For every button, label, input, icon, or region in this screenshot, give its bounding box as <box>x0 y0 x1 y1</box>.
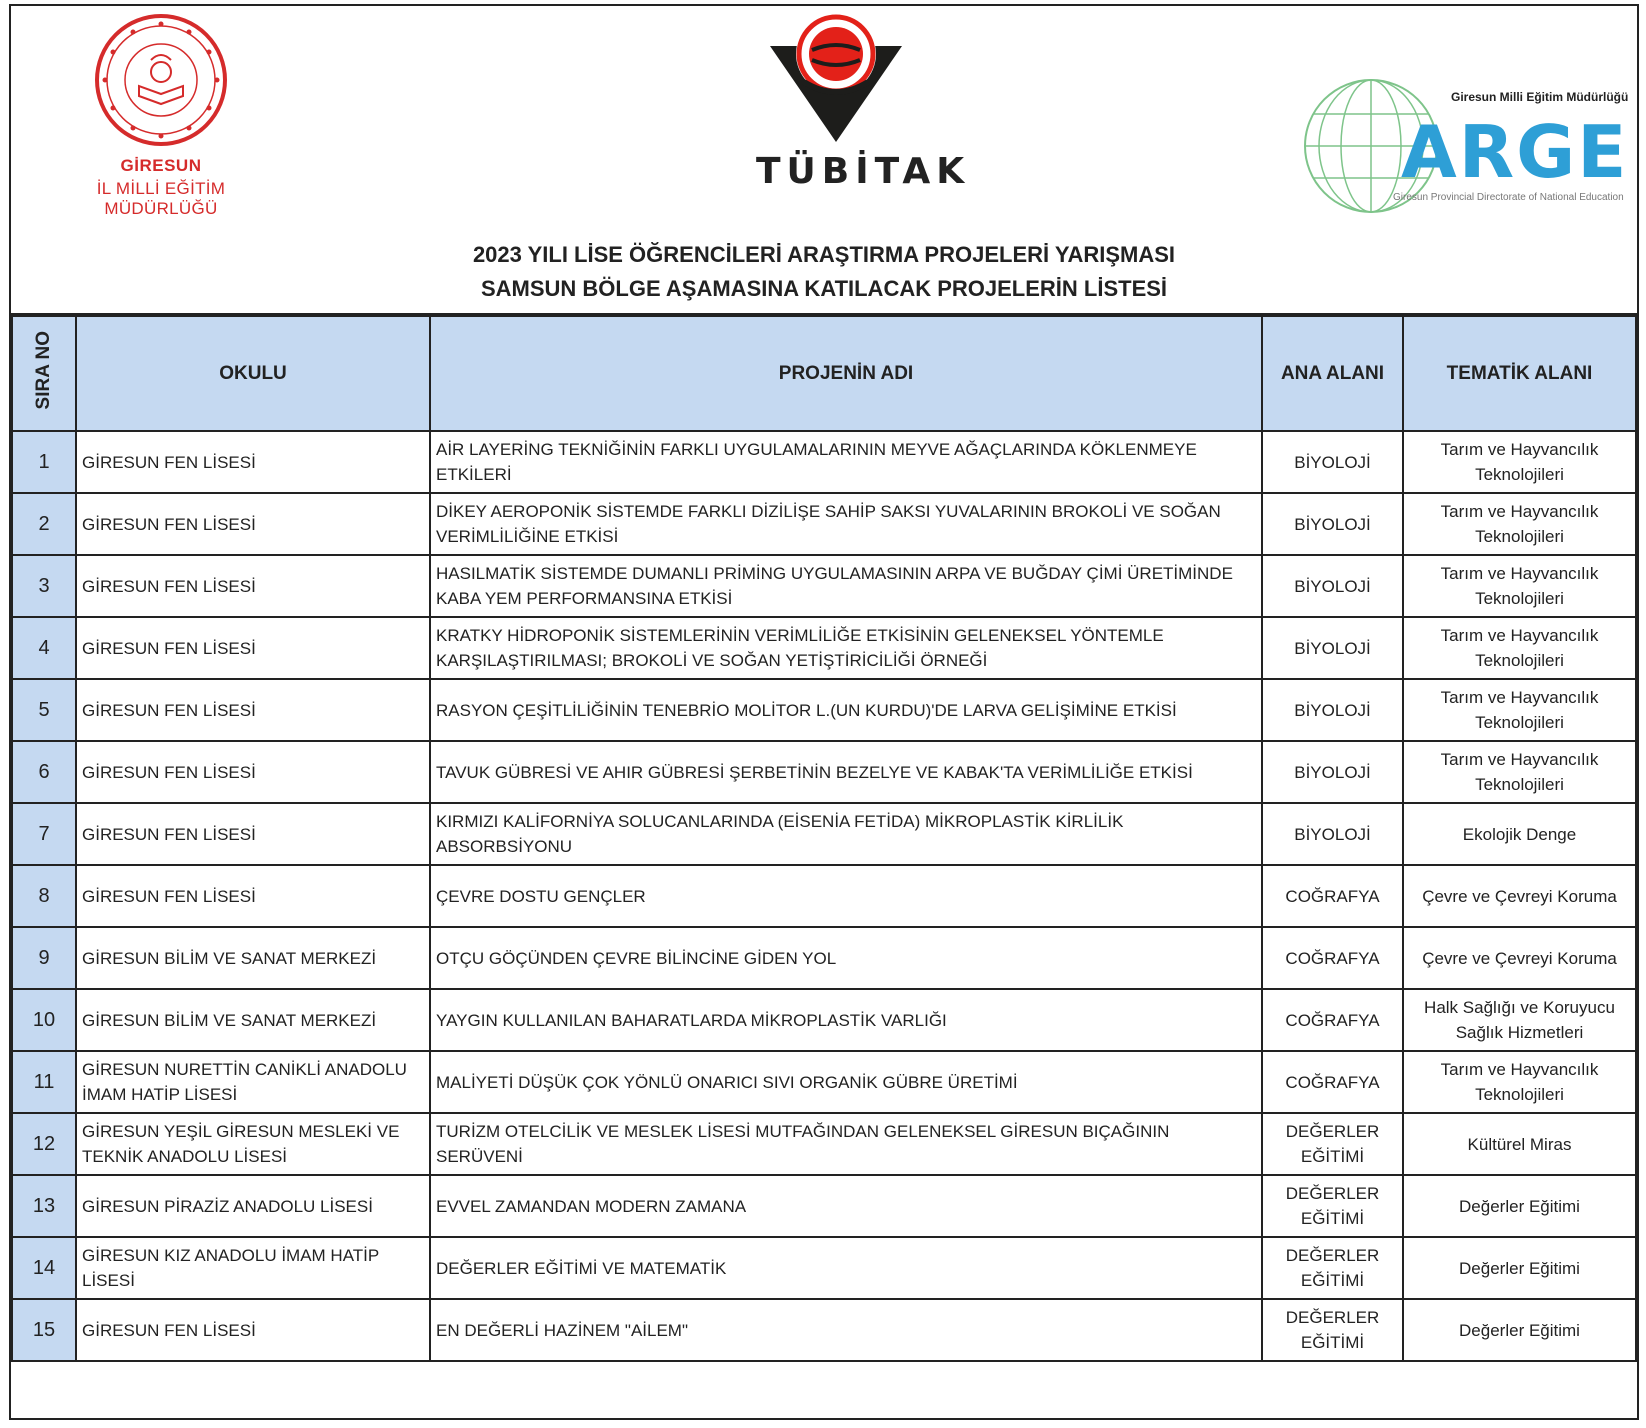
cell-okulu: GİRESUN PİRAZİZ ANADOLU LİSESİ <box>76 1175 430 1237</box>
cell-ana-alani: BİYOLOJİ <box>1262 555 1403 617</box>
document-title <box>11 238 1637 306</box>
table-row <box>12 493 1636 555</box>
cell-ana-alani: BİYOLOJİ <box>1262 493 1403 555</box>
meb-seal-icon <box>93 12 229 148</box>
cell-proje-adi: ÇEVRE DOSTU GENÇLER <box>430 865 1262 927</box>
cell-proje-adi: EVVEL ZAMANDAN MODERN ZAMANA <box>430 1175 1262 1237</box>
cell-okulu: GİRESUN FEN LİSESİ <box>76 555 430 617</box>
table-row <box>12 1113 1636 1175</box>
header-projenin-adi: PROJENİN ADI <box>430 316 1262 431</box>
cell-ana-alani: BİYOLOJİ <box>1262 617 1403 679</box>
cell-okulu: GİRESUN FEN LİSESİ <box>76 741 430 803</box>
cell-sira-no: 8 <box>12 865 76 927</box>
header-ana-alani: ANA ALANI <box>1262 316 1403 431</box>
table-row <box>12 555 1636 617</box>
cell-tematik-alani: Tarım ve Hayvancılık Teknolojileri <box>1403 617 1636 679</box>
cell-sira-no: 14 <box>12 1237 76 1299</box>
cell-ana-alani: DEĞERLER EĞİTİMİ <box>1262 1237 1403 1299</box>
cell-proje-adi: TURİZM OTELCİLİK VE MESLEK LİSESİ MUTFAĞINDAN GELENEKSEL GİRESUN BIÇAĞININ SERÜVENİ <box>430 1113 1262 1175</box>
cell-okulu: GİRESUN FEN LİSESİ <box>76 617 430 679</box>
cell-ana-alani: BİYOLOJİ <box>1262 431 1403 493</box>
cell-tematik-alani: Değerler Eğitimi <box>1403 1299 1636 1361</box>
table-header-row <box>12 316 1636 431</box>
title-line-2: SAMSUN BÖLGE AŞAMASINA KATILACAK PROJELERİN LİSTESİ <box>480 276 1168 301</box>
arge-logo-wordmark: ARGE <box>1401 110 1629 194</box>
tubitak-wordmark: TÜBİTAK <box>756 151 971 192</box>
cell-ana-alani: COĞRAFYA <box>1262 927 1403 989</box>
cell-okulu: GİRESUN FEN LİSESİ <box>76 431 430 493</box>
cell-sira-no: 9 <box>12 927 76 989</box>
arge-logo-bottom-text: Giresun Provincial Directorate of National Education <box>1393 192 1624 203</box>
cell-okulu: GİRESUN KIZ ANADOLU İMAM HATİP LİSESİ <box>76 1237 430 1299</box>
cell-sira-no: 7 <box>12 803 76 865</box>
cell-tematik-alani: Değerler Eğitimi <box>1403 1175 1636 1237</box>
cell-okulu: GİRESUN FEN LİSESİ <box>76 865 430 927</box>
document-header <box>11 6 1637 315</box>
cell-okulu: GİRESUN YEŞİL GİRESUN MESLEKİ VE TEKNİK ANADOLU LİSESİ <box>76 1113 430 1175</box>
header-sira-no-label: SIRA NO <box>33 331 54 410</box>
cell-okulu: GİRESUN FEN LİSESİ <box>76 493 430 555</box>
table-row <box>12 865 1636 927</box>
cell-proje-adi: OTÇU GÖÇÜNDEN ÇEVRE BİLİNCİNE GİDEN YOL <box>430 927 1262 989</box>
cell-proje-adi: KIRMIZI KALİFORNİYA SOLUCANLARINDA (EİSENİA FETİDA) MİKROPLASTİK KİRLİLİK ABSORBSİYONU <box>430 803 1262 865</box>
table-row <box>12 1051 1636 1113</box>
cell-proje-adi: TAVUK GÜBRESİ VE AHIR GÜBRESİ ŞERBETİNİN BEZELYE VE KABAK'TA VERİMLİLİĞE ETKİSİ <box>430 741 1262 803</box>
cell-ana-alani: BİYOLOJİ <box>1262 679 1403 741</box>
cell-tematik-alani: Tarım ve Hayvancılık Teknolojileri <box>1403 1051 1636 1113</box>
arge-logo-top-text: Giresun Milli Eğitim Müdürlüğü <box>1451 90 1629 104</box>
document-sheet <box>9 4 1639 1420</box>
cell-okulu: GİRESUN FEN LİSESİ <box>76 803 430 865</box>
cell-ana-alani: COĞRAFYA <box>1262 1051 1403 1113</box>
tubitak-logo <box>756 10 971 192</box>
arge-logo <box>1301 76 1631 216</box>
cell-tematik-alani: Ekolojik Denge <box>1403 803 1636 865</box>
cell-tematik-alani: Tarım ve Hayvancılık Teknolojileri <box>1403 555 1636 617</box>
table-body <box>12 431 1636 1361</box>
cell-sira-no: 4 <box>12 617 76 679</box>
cell-sira-no: 1 <box>12 431 76 493</box>
table-row <box>12 927 1636 989</box>
cell-proje-adi: AİR LAYERİNG TEKNİĞİNİN FARKLI UYGULAMALARININ MEYVE AĞAÇLARINDA KÖKLENMEYE ETKİLERİ <box>430 431 1262 493</box>
title-line-1: 2023 YILI LİSE ÖĞRENCİLERİ ARAŞTIRMA PROJELERİ YARIŞMASI <box>472 242 1176 267</box>
cell-sira-no: 10 <box>12 989 76 1051</box>
cell-sira-no: 15 <box>12 1299 76 1361</box>
cell-okulu: GİRESUN BİLİM VE SANAT MERKEZİ <box>76 927 430 989</box>
meb-logo <box>41 12 281 219</box>
cell-okulu: GİRESUN NURETTİN CANİKLİ ANADOLU İMAM HATİP LİSESİ <box>76 1051 430 1113</box>
cell-proje-adi: HASILMATİK SİSTEMDE DUMANLI PRİMİNG UYGULAMASININ ARPA VE BUĞDAY ÇİMİ ÜRETİMİNDE KABA YEM PERFORMANSINA ETKİSİ <box>430 555 1262 617</box>
meb-logo-line1: GİRESUN <box>120 156 202 175</box>
cell-sira-no: 13 <box>12 1175 76 1237</box>
cell-ana-alani: COĞRAFYA <box>1262 865 1403 927</box>
table-row <box>12 679 1636 741</box>
cell-ana-alani: DEĞERLER EĞİTİMİ <box>1262 1299 1403 1361</box>
cell-sira-no: 3 <box>12 555 76 617</box>
table-row <box>12 1237 1636 1299</box>
cell-tematik-alani: Çevre ve Çevreyi Koruma <box>1403 865 1636 927</box>
cell-proje-adi: DİKEY AEROPONİK SİSTEMDE FARKLI DİZİLİŞE SAHİP SAKSI YUVALARININ BROKOLİ VE SOĞAN VERİMLİLİĞİNE ETKİSİ <box>430 493 1262 555</box>
header-tematik-alani: TEMATİK ALANI <box>1403 316 1636 431</box>
cell-sira-no: 11 <box>12 1051 76 1113</box>
cell-okulu: GİRESUN BİLİM VE SANAT MERKEZİ <box>76 989 430 1051</box>
table-row <box>12 617 1636 679</box>
cell-ana-alani: COĞRAFYA <box>1262 989 1403 1051</box>
cell-tematik-alani: Çevre ve Çevreyi Koruma <box>1403 927 1636 989</box>
cell-tematik-alani: Tarım ve Hayvancılık Teknolojileri <box>1403 741 1636 803</box>
cell-sira-no: 2 <box>12 493 76 555</box>
table-row <box>12 989 1636 1051</box>
cell-proje-adi: EN DEĞERLİ HAZİNEM "AİLEM" <box>430 1299 1262 1361</box>
table-row <box>12 741 1636 803</box>
header-okulu: OKULU <box>76 316 430 431</box>
cell-tematik-alani: Kültürel Miras <box>1403 1113 1636 1175</box>
cell-okulu: GİRESUN FEN LİSESİ <box>76 679 430 741</box>
cell-tematik-alani: Halk Sağlığı ve Koruyucu Sağlık Hizmetleri <box>1403 989 1636 1051</box>
cell-ana-alani: BİYOLOJİ <box>1262 803 1403 865</box>
cell-proje-adi: DEĞERLER EĞİTİMİ VE MATEMATİK <box>430 1237 1262 1299</box>
cell-okulu: GİRESUN FEN LİSESİ <box>76 1299 430 1361</box>
cell-tematik-alani: Tarım ve Hayvancılık Teknolojileri <box>1403 431 1636 493</box>
tubitak-emblem-icon <box>766 10 906 144</box>
meb-logo-line2: İL MİLLİ EĞİTİM MÜDÜRLÜĞÜ <box>96 179 226 218</box>
header-sira-no <box>12 316 76 431</box>
table-row <box>12 1175 1636 1237</box>
cell-proje-adi: YAYGIN KULLANILAN BAHARATLARDA MİKROPLASTİK VARLIĞI <box>430 989 1262 1051</box>
cell-proje-adi: KRATKY HİDROPONİK SİSTEMLERİNİN VERİMLİLİĞE ETKİSİNİN GELENEKSEL YÖNTEMLE KARŞILAŞTIRILMASI; BROKOLİ VE SOĞAN YETİŞTİRİCİLİĞİ ÖRNEĞİ <box>430 617 1262 679</box>
cell-ana-alani: DEĞERLER EĞİTİMİ <box>1262 1175 1403 1237</box>
cell-proje-adi: RASYON ÇEŞİTLİLİĞİNİN TENEBRİO MOLİTOR L.(UN KURDU)'DE LARVA GELİŞİMİNE ETKİSİ <box>430 679 1262 741</box>
cell-proje-adi: MALİYETİ DÜŞÜK ÇOK YÖNLÜ ONARICI SIVI ORGANİK GÜBRE ÜRETİMİ <box>430 1051 1262 1113</box>
table-row <box>12 1299 1636 1361</box>
cell-ana-alani: DEĞERLER EĞİTİMİ <box>1262 1113 1403 1175</box>
cell-sira-no: 12 <box>12 1113 76 1175</box>
projects-table <box>11 315 1637 1362</box>
cell-sira-no: 6 <box>12 741 76 803</box>
table-row <box>12 803 1636 865</box>
cell-ana-alani: BİYOLOJİ <box>1262 741 1403 803</box>
table-row <box>12 431 1636 493</box>
cell-tematik-alani: Değerler Eğitimi <box>1403 1237 1636 1299</box>
cell-tematik-alani: Tarım ve Hayvancılık Teknolojileri <box>1403 679 1636 741</box>
cell-sira-no: 5 <box>12 679 76 741</box>
cell-tematik-alani: Tarım ve Hayvancılık Teknolojileri <box>1403 493 1636 555</box>
